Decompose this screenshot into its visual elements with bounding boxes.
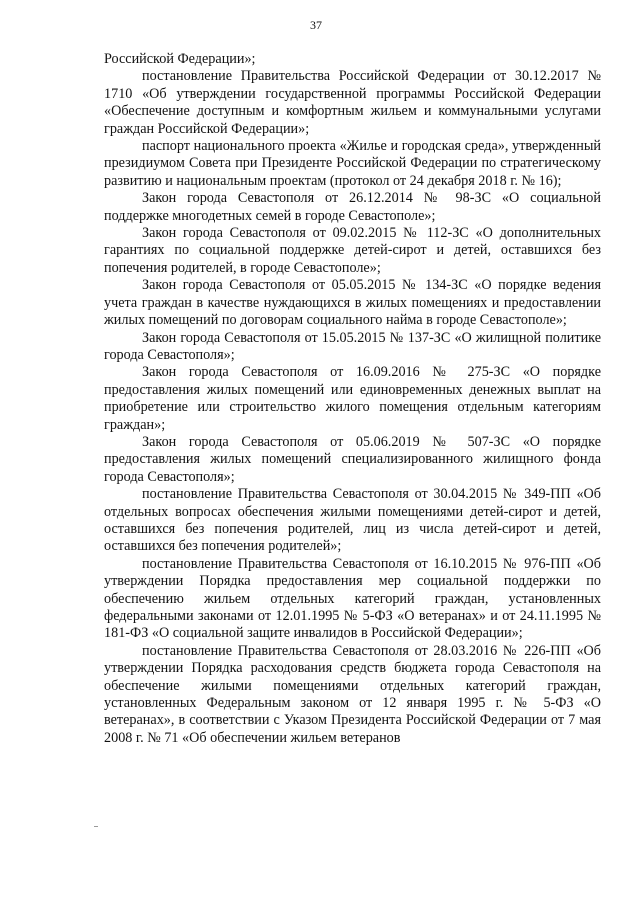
paragraph-law-112-zs: Закон города Севастополя от 09.02.2015 № 112-ЗС «О дополнительных гарантиях по социальной поддержке детей-сирот и детей, оставшихся без попечения родителей, в городе Севастополе»; — [104, 225, 601, 276]
page-number: 37 — [310, 18, 322, 32]
scan-artifact — [94, 826, 98, 827]
paragraph-decree-349-pp: постановление Правительства Севастополя от 30.04.2015 № 349-ПП «Об отдельных вопросах обеспечения жилыми помещениями детей-сирот и детей, оставшихся без попечения родителей, лиц из числа детей-сирот и детей, оставшихся без попечения родителей»; — [104, 486, 601, 555]
document-body — [104, 51, 601, 747]
paragraph-law-98-zs: Закон города Севастополя от 26.12.2014 № 98-ЗС «О социальной поддержке многодетных семей в городе Севастополе»; — [104, 190, 601, 224]
paragraph-law-134-zs: Закон города Севастополя от 05.05.2015 № 134-ЗС «О порядке ведения учета граждан в качестве нуждающихся в жилых помещениях и предоставлении жилых помещений по договорам социального найма в городе Севастополе»; — [104, 277, 601, 329]
paragraph-national-project-passport: паспорт национального проекта «Жилье и городская среда», утвержденный президиумом Совета при Президенте Российской Федерации по стратегическому развитию и национальным проектам (протокол от 24 декабря 2018 г. № 16); — [104, 138, 601, 189]
paragraph-law-507-zs: Закон города Севастополя от 05.06.2019 № 507-ЗС «О порядке предоставления жилых помещений специализированного жилищного фонда города Севастополя»; — [104, 433, 601, 485]
paragraph-decree-226-pp: постановление Правительства Севастополя от 28.03.2016 № 226-ПП «Об утверждении Порядка расходования средств бюджета города Севастополя на обеспечение жилыми помещениями отдельных категорий граждан, установленных Федеральным законом от 12 января 1995 г. № 5-ФЗ «О ветеранах», в соответствии с Указом Президента Российской Федерации от 7 мая 2008 г. № 71 «Об обеспечении жильем ветеранов — [104, 642, 601, 746]
paragraph-decree-976-pp: постановление Правительства Севастополя от 16.10.2015 № 976-ПП «Об утверждении Порядка предоставления мер социальной поддержки по обеспечению жильем отдельных категорий граждан, установленных федеральными законами от 12.01.1995 № 5-ФЗ «О ветеранах» и от 24.11.1995 № 181-ФЗ «О социальной защите инвалидов в Российской Федерации»; — [104, 555, 601, 642]
paragraph-continuation: Российской Федерации»; — [104, 51, 256, 67]
paragraph-law-275-zs: Закон города Севастополя от 16.09.2016 № 275-ЗС «О порядке предоставления жилых помещений или единовременных денежных выплат на приобретение или строительство жилого помещения отдельным категориям граждан»; — [104, 364, 601, 433]
paragraph-gov-decree-1710: постановление Правительства Российской Федерации от 30.12.2017 № 1710 «Об утверждении государственной программы Российской Федерации «Обеспечение доступным и комфортным жильем и коммунальными услугами граждан Российской Федерации»; — [104, 68, 601, 137]
paragraph-law-137-zs: Закон города Севастополя от 15.05.2015 № 137-ЗС «О жилищной политике города Севастополя»; — [104, 329, 601, 363]
